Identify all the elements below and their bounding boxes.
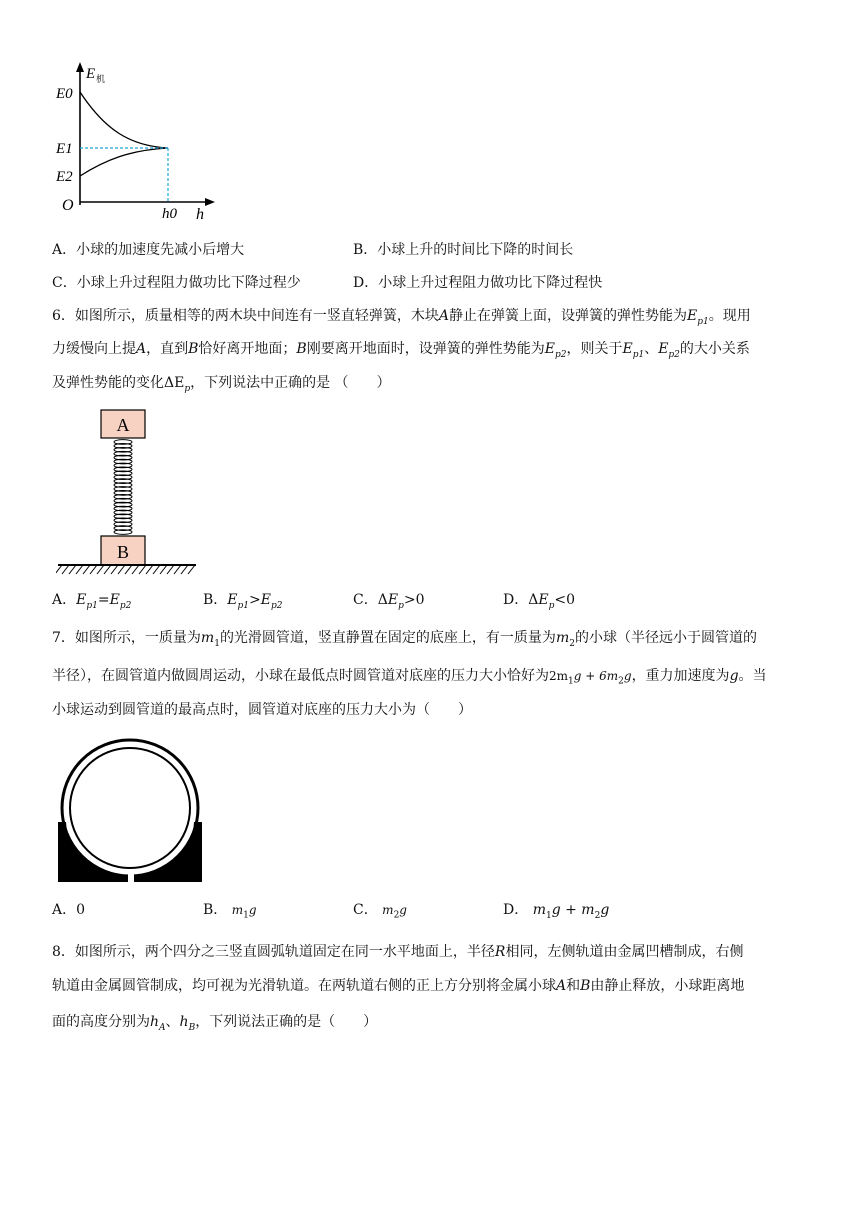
spring: [114, 440, 132, 535]
q7-stem-line-1: 7．如图所示，一质量为$m_1$的光滑圆管道，竖直静置在固定的底座上，有一质量为$m_2$的小球（半径远小于圆管道的: [52, 630, 757, 649]
hatch-line: [139, 565, 146, 574]
q8-stem-line-3: 面的高度分别为$h_A$、$h_B$，下列说法正确的是（ ）: [52, 1014, 378, 1033]
q7-option-a: A．0: [52, 902, 86, 918]
spring-blocks-figure: [56, 408, 206, 580]
hatch-line: [125, 565, 132, 574]
hatch-line: [167, 565, 174, 574]
q7-stem-line-3: 小球运动到圆管道的最高点时，圆管道对底座的压力大小为（ ）: [52, 702, 472, 718]
y-axis-arrow: [76, 62, 84, 72]
label-h0: h0: [162, 206, 177, 222]
label-e1: E1: [56, 141, 73, 157]
q6-stem-line-2: 力缓慢向上提A，直到B恰好离开地面；B刚要离开地面时，设弹簧的弹性势能为$E_{p2}$，则关于$E_{p1}$、$E_{p2}$的大小关系: [52, 341, 750, 360]
q7-stem-line-2: 半径），在圆管道内做圆周运动，小球在最低点时圆管道对底座的压力大小恰好为$2m_1g + 6m_2g$，重力加速度为g。当: [52, 668, 767, 687]
hatch-line: [146, 565, 153, 574]
hatch-line: [83, 565, 90, 574]
energy-height-graph: [50, 60, 220, 225]
q7-option-b: B． $m_1g$: [203, 902, 257, 921]
hatch-line: [118, 565, 125, 574]
label-e2: E2: [56, 169, 73, 185]
hatch-line: [76, 565, 83, 574]
hatch-line: [62, 565, 69, 574]
block-b-label: B: [116, 542, 130, 562]
q6-option-a: A．$E_{p1}=E_{p2}$: [52, 592, 132, 611]
block-a-label: A: [116, 415, 130, 435]
hatch-line: [104, 565, 111, 574]
hatch-line: [181, 565, 188, 574]
hatch-line: [97, 565, 104, 574]
q7-option-d: D． $m_1g + m_2g$: [503, 902, 610, 921]
label-origin: O: [62, 197, 74, 214]
ring-inner: [70, 748, 190, 868]
descending-curve: [80, 92, 168, 148]
ring-on-base-figure: [56, 738, 206, 884]
label-e0: E0: [56, 86, 73, 102]
base-slot: [128, 872, 134, 882]
hatch-line: [69, 565, 76, 574]
hatch-line: [188, 565, 195, 574]
hatch-line: [111, 565, 118, 574]
q6-stem-line-1: 6．如图所示，质量相等的两木块中间连有一竖直轻弹簧，木块A静止在弹簧上面，设弹簧的弹性势能为$E_{p1}$。现用: [52, 308, 751, 327]
y-axis-sub: 机: [96, 74, 106, 84]
q5-option-d: D．小球上升过程阻力做功比下降过程快: [353, 275, 603, 291]
q8-stem-line-2: 轨道由金属圆管制成，均可视为光滑轨道。在两轨道右侧的正上方分别将金属小球A和B由静止释放，小球距离地: [52, 978, 745, 994]
q6-option-c: C．$\Delta E_p>0$: [353, 592, 425, 611]
hatch-line: [132, 565, 139, 574]
q8-stem-line-1: 8．如图所示，两个四分之三竖直圆弧轨道固定在同一水平地面上，半径R相同，左侧轨道由金属凹槽制成，右侧: [52, 944, 744, 960]
q5-option-a: A．小球的加速度先减小后增大: [52, 242, 245, 258]
hatch-line: [153, 565, 160, 574]
q6-option-b: B．$E_{p1}>E_{p2}$: [203, 592, 283, 611]
hatch-line: [56, 565, 62, 574]
y-axis-label: E: [86, 66, 96, 82]
hatch-line: [160, 565, 167, 574]
q6-stem-line-3: 及弹性势能的变化$\Delta E_p$，下列说法中正确的是 （ ）: [52, 375, 391, 394]
q5-option-b: B．小球上升的时间比下降的时间长: [353, 242, 574, 258]
q6-option-d: D．$\Delta E_p<0$: [503, 592, 575, 611]
q5-option-c: C．小球上升过程阻力做功比下降过程少: [52, 275, 301, 291]
label-h: h: [196, 206, 204, 223]
hatch-line: [174, 565, 181, 574]
ascending-curve: [80, 148, 168, 176]
hatch-line: [90, 565, 97, 574]
x-axis-arrow: [205, 198, 215, 206]
ground-hatching: [56, 565, 195, 574]
q7-option-c: C． $m_2g$: [353, 902, 407, 921]
